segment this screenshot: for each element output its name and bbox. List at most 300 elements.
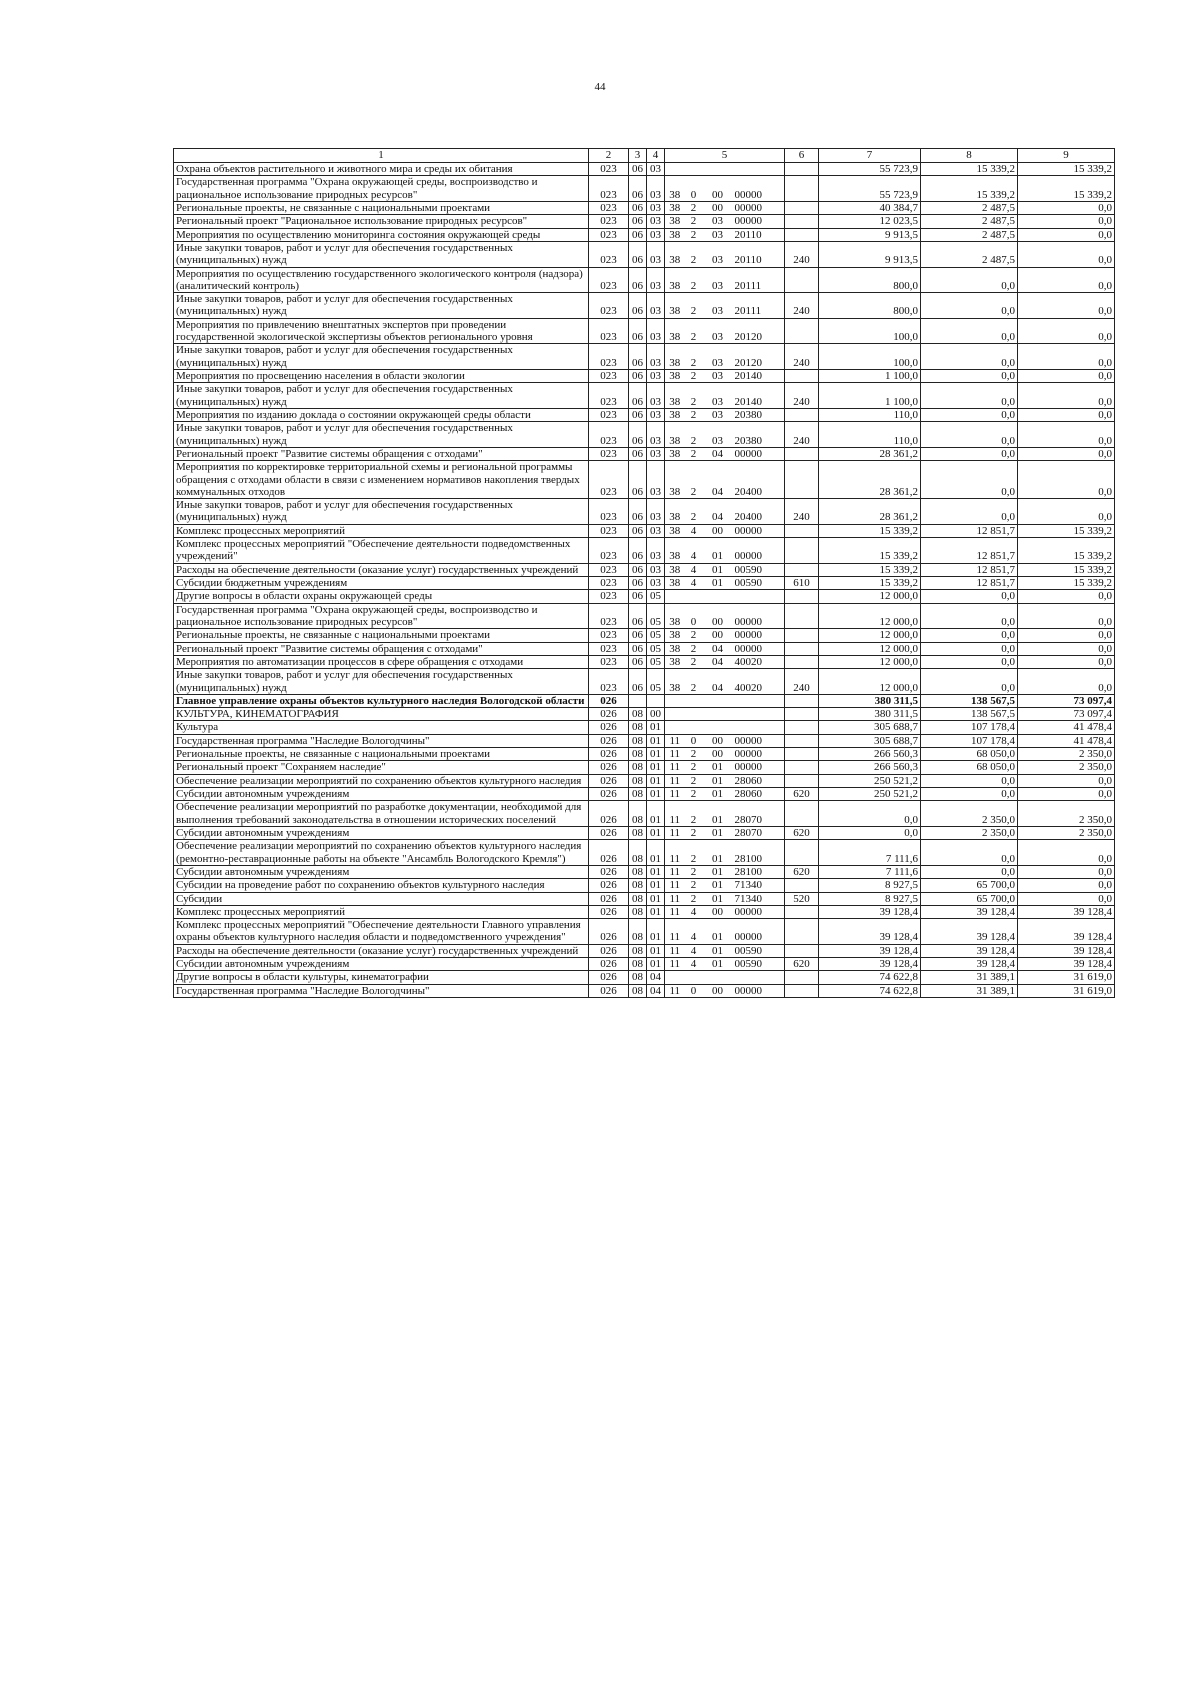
department-code: 023 — [589, 267, 629, 293]
department-code: 023 — [589, 201, 629, 214]
department-code: 023 — [589, 163, 629, 176]
amount-year-1: 266 560,3 — [819, 761, 921, 774]
program-code: 38 — [665, 215, 685, 228]
subsection-code: 01 — [647, 879, 665, 892]
event-code: 03 — [703, 383, 733, 409]
amount-year-3: 0,0 — [1018, 590, 1115, 603]
expense-type-code — [785, 163, 819, 176]
amount-year-1: 40 384,7 — [819, 201, 921, 214]
table-row — [174, 774, 1115, 787]
program-subcode: 2 — [685, 318, 703, 344]
event-code: 03 — [703, 215, 733, 228]
table-row — [174, 655, 1115, 668]
amount-year-2: 0,0 — [921, 318, 1018, 344]
row-name: Комплекс процессных мероприятий "Обеспечение деятельности подведомственных учреждений" — [174, 538, 589, 564]
event-code: 01 — [703, 788, 733, 801]
section-code: 06 — [629, 318, 647, 344]
row-name: Государственная программа "Наследие Вологодчины" — [174, 734, 589, 747]
amount-year-1: 380 311,5 — [819, 694, 921, 707]
event-code: 03 — [703, 293, 733, 319]
program-code: 11 — [665, 984, 685, 997]
amount-year-1: 74 622,8 — [819, 984, 921, 997]
program-subcode: 4 — [685, 563, 703, 576]
amount-year-3: 39 128,4 — [1018, 905, 1115, 918]
program-subcode — [685, 694, 703, 707]
table-row — [174, 944, 1115, 957]
table-row — [174, 344, 1115, 370]
subsection-code: 01 — [647, 919, 665, 945]
department-code: 026 — [589, 840, 629, 866]
amount-year-3: 0,0 — [1018, 408, 1115, 421]
subsection-code: 00 — [647, 708, 665, 721]
department-code: 023 — [589, 383, 629, 409]
department-code: 026 — [589, 694, 629, 707]
section-code: 08 — [629, 865, 647, 878]
row-name: Субсидии — [174, 892, 589, 905]
row-name: КУЛЬТУРА, КИНЕМАТОГРАФИЯ — [174, 708, 589, 721]
amount-year-1: 110,0 — [819, 408, 921, 421]
subsection-code: 04 — [647, 984, 665, 997]
subsection-code: 03 — [647, 499, 665, 525]
amount-year-1: 12 000,0 — [819, 629, 921, 642]
amount-year-1: 266 560,3 — [819, 748, 921, 761]
row-name: Обеспечение реализации мероприятий по сохранению объектов культурного наследия — [174, 774, 589, 787]
expense-type-code: 240 — [785, 422, 819, 448]
department-code: 023 — [589, 215, 629, 228]
program-code: 11 — [665, 774, 685, 787]
amount-year-1: 250 521,2 — [819, 774, 921, 787]
event-code: 03 — [703, 344, 733, 370]
program-subcode: 2 — [685, 801, 703, 827]
department-code: 026 — [589, 919, 629, 945]
amount-year-1: 100,0 — [819, 318, 921, 344]
expense-code: 20380 — [733, 422, 785, 448]
amount-year-1: 28 361,2 — [819, 461, 921, 499]
subsection-code: 05 — [647, 629, 665, 642]
department-code: 026 — [589, 761, 629, 774]
subsection-code: 03 — [647, 318, 665, 344]
table-row — [174, 563, 1115, 576]
department-code: 026 — [589, 905, 629, 918]
section-code: 08 — [629, 761, 647, 774]
table-row — [174, 721, 1115, 734]
row-name: Обеспечение реализации мероприятий по сохранению объектов культурного наследия (ремонтно-реставрационные работы на объекте "Ансамбль Вологодского Кремля") — [174, 840, 589, 866]
table-row — [174, 318, 1115, 344]
section-code: 06 — [629, 383, 647, 409]
event-code: 03 — [703, 241, 733, 267]
subsection-code — [647, 694, 665, 707]
program-subcode: 2 — [685, 447, 703, 460]
amount-year-3: 0,0 — [1018, 293, 1115, 319]
subsection-code: 03 — [647, 163, 665, 176]
amount-year-3: 31 619,0 — [1018, 984, 1115, 997]
amount-year-2: 65 700,0 — [921, 892, 1018, 905]
subsection-code: 05 — [647, 642, 665, 655]
subsection-code: 01 — [647, 801, 665, 827]
amount-year-2: 0,0 — [921, 774, 1018, 787]
row-name: Иные закупки товаров, работ и услуг для обеспечения государственных (муниципальных) нужд — [174, 293, 589, 319]
program-code: 38 — [665, 408, 685, 421]
program-code: 38 — [665, 642, 685, 655]
amount-year-1: 12 023,5 — [819, 215, 921, 228]
section-code: 06 — [629, 201, 647, 214]
amount-year-2: 0,0 — [921, 629, 1018, 642]
expense-code: 00000 — [733, 447, 785, 460]
row-name: Иные закупки товаров, работ и услуг для обеспечения государственных (муниципальных) нужд — [174, 499, 589, 525]
department-code: 023 — [589, 577, 629, 590]
amount-year-1: 15 339,2 — [819, 538, 921, 564]
event-code: 00 — [703, 603, 733, 629]
expense-type-code: 520 — [785, 892, 819, 905]
event-code: 04 — [703, 447, 733, 460]
table-row — [174, 984, 1115, 997]
expense-code: 28060 — [733, 788, 785, 801]
amount-year-3: 0,0 — [1018, 629, 1115, 642]
row-name: Субсидии автономным учреждениям — [174, 958, 589, 971]
subsection-code: 03 — [647, 383, 665, 409]
amount-year-3: 0,0 — [1018, 879, 1115, 892]
department-code: 023 — [589, 629, 629, 642]
subsection-code: 03 — [647, 215, 665, 228]
amount-year-2: 0,0 — [921, 590, 1018, 603]
amount-year-3: 0,0 — [1018, 318, 1115, 344]
department-code: 026 — [589, 826, 629, 839]
expense-code: 20110 — [733, 241, 785, 267]
section-code: 08 — [629, 958, 647, 971]
expense-type-code — [785, 461, 819, 499]
amount-year-2: 0,0 — [921, 370, 1018, 383]
amount-year-1: 1 100,0 — [819, 370, 921, 383]
expense-type-code — [785, 774, 819, 787]
program-code: 11 — [665, 761, 685, 774]
amount-year-2: 138 567,5 — [921, 708, 1018, 721]
amount-year-2: 39 128,4 — [921, 944, 1018, 957]
amount-year-3: 15 339,2 — [1018, 176, 1115, 202]
amount-year-1: 7 111,6 — [819, 840, 921, 866]
event-code: 00 — [703, 176, 733, 202]
row-name: Другие вопросы в области культуры, кинематографии — [174, 971, 589, 984]
event-code: 03 — [703, 318, 733, 344]
amount-year-2: 0,0 — [921, 642, 1018, 655]
expense-type-code — [785, 176, 819, 202]
amount-year-3: 0,0 — [1018, 383, 1115, 409]
section-code — [629, 694, 647, 707]
amount-year-1: 0,0 — [819, 826, 921, 839]
table-row — [174, 267, 1115, 293]
amount-year-2: 0,0 — [921, 865, 1018, 878]
table-row — [174, 708, 1115, 721]
row-name: Субсидии бюджетным учреждениям — [174, 577, 589, 590]
program-subcode: 2 — [685, 865, 703, 878]
table-row — [174, 228, 1115, 241]
program-subcode: 2 — [685, 293, 703, 319]
amount-year-3: 41 478,4 — [1018, 734, 1115, 747]
program-code: 38 — [665, 669, 685, 695]
program-subcode: 2 — [685, 461, 703, 499]
expense-code: 28100 — [733, 865, 785, 878]
amount-year-1: 15 339,2 — [819, 563, 921, 576]
program-code: 11 — [665, 892, 685, 905]
expense-code: 20111 — [733, 267, 785, 293]
subsection-code: 05 — [647, 669, 665, 695]
expense-code: 28070 — [733, 826, 785, 839]
program-code: 38 — [665, 603, 685, 629]
event-code: 00 — [703, 524, 733, 537]
expense-type-code — [785, 642, 819, 655]
amount-year-3: 73 097,4 — [1018, 694, 1115, 707]
section-code: 06 — [629, 642, 647, 655]
row-name: Охрана объектов растительного и животного мира и среды их обитания — [174, 163, 589, 176]
row-name: Государственная программа "Наследие Вологодчины" — [174, 984, 589, 997]
department-code: 023 — [589, 370, 629, 383]
amount-year-1: 12 000,0 — [819, 642, 921, 655]
program-subcode: 2 — [685, 774, 703, 787]
program-code — [665, 590, 685, 603]
event-code: 01 — [703, 826, 733, 839]
section-code: 06 — [629, 422, 647, 448]
expense-type-code — [785, 370, 819, 383]
program-subcode: 2 — [685, 761, 703, 774]
program-subcode: 0 — [685, 734, 703, 747]
department-code: 026 — [589, 721, 629, 734]
event-code — [703, 708, 733, 721]
table-row — [174, 892, 1115, 905]
expense-type-code — [785, 879, 819, 892]
amount-year-2: 31 389,1 — [921, 971, 1018, 984]
expense-type-code: 610 — [785, 577, 819, 590]
subsection-code: 03 — [647, 577, 665, 590]
expense-type-code — [785, 215, 819, 228]
amount-year-1: 39 128,4 — [819, 944, 921, 957]
table-row — [174, 383, 1115, 409]
header-cell: 3 — [629, 149, 647, 163]
expense-code: 00000 — [733, 201, 785, 214]
row-name: Культура — [174, 721, 589, 734]
amount-year-3: 39 128,4 — [1018, 919, 1115, 945]
table-row — [174, 748, 1115, 761]
table-row — [174, 201, 1115, 214]
amount-year-3: 0,0 — [1018, 228, 1115, 241]
amount-year-3: 39 128,4 — [1018, 958, 1115, 971]
table-row — [174, 865, 1115, 878]
amount-year-1: 380 311,5 — [819, 708, 921, 721]
expense-code: 20400 — [733, 499, 785, 525]
amount-year-3: 0,0 — [1018, 774, 1115, 787]
section-code: 08 — [629, 826, 647, 839]
table-row — [174, 958, 1115, 971]
amount-year-2: 0,0 — [921, 408, 1018, 421]
amount-year-2: 31 389,1 — [921, 984, 1018, 997]
department-code: 026 — [589, 944, 629, 957]
department-code: 026 — [589, 879, 629, 892]
section-code: 08 — [629, 892, 647, 905]
event-code: 04 — [703, 642, 733, 655]
subsection-code: 01 — [647, 958, 665, 971]
row-name: Региональный проект "Развитие системы обращения с отходами" — [174, 447, 589, 460]
row-name: Комплекс процессных мероприятий "Обеспечение деятельности Главного управления охраны объектов культурного наследия области и подведомственного учреждения" — [174, 919, 589, 945]
amount-year-1: 8 927,5 — [819, 892, 921, 905]
department-code: 023 — [589, 318, 629, 344]
expense-code: 28100 — [733, 840, 785, 866]
subsection-code: 03 — [647, 293, 665, 319]
expense-code: 20120 — [733, 344, 785, 370]
expense-code: 71340 — [733, 892, 785, 905]
expense-type-code — [785, 734, 819, 747]
amount-year-1: 250 521,2 — [819, 788, 921, 801]
program-code: 38 — [665, 370, 685, 383]
expense-type-code — [785, 971, 819, 984]
amount-year-2: 39 128,4 — [921, 958, 1018, 971]
table-row — [174, 241, 1115, 267]
program-code: 38 — [665, 344, 685, 370]
subsection-code: 01 — [647, 721, 665, 734]
program-code: 11 — [665, 734, 685, 747]
event-code: 01 — [703, 919, 733, 945]
subsection-code: 01 — [647, 734, 665, 747]
amount-year-3: 0,0 — [1018, 370, 1115, 383]
amount-year-3: 0,0 — [1018, 241, 1115, 267]
expense-type-code — [785, 228, 819, 241]
expense-code: 20140 — [733, 383, 785, 409]
event-code: 01 — [703, 801, 733, 827]
event-code: 03 — [703, 267, 733, 293]
amount-year-2: 2 350,0 — [921, 801, 1018, 827]
table-row — [174, 879, 1115, 892]
amount-year-1: 39 128,4 — [819, 919, 921, 945]
expense-code: 00000 — [733, 629, 785, 642]
amount-year-2: 39 128,4 — [921, 919, 1018, 945]
expense-code: 00000 — [733, 642, 785, 655]
department-code: 023 — [589, 538, 629, 564]
department-code: 023 — [589, 293, 629, 319]
program-subcode: 2 — [685, 826, 703, 839]
table-row — [174, 370, 1115, 383]
program-subcode: 2 — [685, 383, 703, 409]
amount-year-1: 7 111,6 — [819, 865, 921, 878]
event-code: 01 — [703, 563, 733, 576]
program-subcode: 2 — [685, 344, 703, 370]
table-row — [174, 761, 1115, 774]
table-row — [174, 642, 1115, 655]
program-subcode: 2 — [685, 422, 703, 448]
amount-year-2: 2 350,0 — [921, 826, 1018, 839]
row-name: Расходы на обеспечение деятельности (оказание услуг) государственных учреждений — [174, 563, 589, 576]
section-code: 08 — [629, 774, 647, 787]
program-code: 38 — [665, 461, 685, 499]
program-code: 38 — [665, 241, 685, 267]
expense-code: 20380 — [733, 408, 785, 421]
amount-year-2: 65 700,0 — [921, 879, 1018, 892]
program-subcode: 4 — [685, 577, 703, 590]
subsection-code: 01 — [647, 788, 665, 801]
table-row — [174, 590, 1115, 603]
event-code: 01 — [703, 879, 733, 892]
subsection-code: 05 — [647, 603, 665, 629]
table-body — [174, 163, 1115, 998]
department-code: 026 — [589, 788, 629, 801]
row-name: Региональный проект "Рациональное использование природных ресурсов" — [174, 215, 589, 228]
amount-year-3: 0,0 — [1018, 422, 1115, 448]
amount-year-2: 12 851,7 — [921, 538, 1018, 564]
program-code: 11 — [665, 958, 685, 971]
program-subcode: 2 — [685, 201, 703, 214]
section-code: 06 — [629, 563, 647, 576]
subsection-code: 01 — [647, 892, 665, 905]
amount-year-1: 12 000,0 — [819, 669, 921, 695]
program-code — [665, 721, 685, 734]
expense-code — [733, 163, 785, 176]
amount-year-1: 305 688,7 — [819, 721, 921, 734]
event-code: 03 — [703, 408, 733, 421]
expense-code: 20110 — [733, 228, 785, 241]
amount-year-1: 100,0 — [819, 344, 921, 370]
expense-code: 00000 — [733, 748, 785, 761]
section-code: 06 — [629, 176, 647, 202]
program-code: 38 — [665, 538, 685, 564]
program-subcode — [685, 163, 703, 176]
expense-code: 20140 — [733, 370, 785, 383]
department-code: 023 — [589, 176, 629, 202]
amount-year-1: 12 000,0 — [819, 655, 921, 668]
amount-year-3: 0,0 — [1018, 892, 1115, 905]
program-code: 38 — [665, 176, 685, 202]
expense-code: 20120 — [733, 318, 785, 344]
program-subcode: 2 — [685, 215, 703, 228]
amount-year-2: 2 487,5 — [921, 215, 1018, 228]
program-subcode: 2 — [685, 892, 703, 905]
amount-year-2: 0,0 — [921, 422, 1018, 448]
expense-type-code: 620 — [785, 826, 819, 839]
header-cell: 5 — [665, 149, 785, 163]
program-code — [665, 708, 685, 721]
section-code: 06 — [629, 408, 647, 421]
section-code: 06 — [629, 603, 647, 629]
section-code: 08 — [629, 944, 647, 957]
table-row — [174, 293, 1115, 319]
department-code: 023 — [589, 590, 629, 603]
amount-year-2: 0,0 — [921, 293, 1018, 319]
amount-year-1: 800,0 — [819, 267, 921, 293]
table-row — [174, 538, 1115, 564]
event-code — [703, 971, 733, 984]
amount-year-2: 12 851,7 — [921, 563, 1018, 576]
table-row — [174, 734, 1115, 747]
table-header-row — [174, 149, 1115, 163]
amount-year-3: 0,0 — [1018, 603, 1115, 629]
program-code: 38 — [665, 629, 685, 642]
event-code — [703, 694, 733, 707]
subsection-code: 03 — [647, 201, 665, 214]
expense-type-code — [785, 447, 819, 460]
header-cell: 2 — [589, 149, 629, 163]
expense-type-code — [785, 721, 819, 734]
table-row — [174, 840, 1115, 866]
department-code: 023 — [589, 603, 629, 629]
program-subcode: 2 — [685, 267, 703, 293]
section-code: 08 — [629, 734, 647, 747]
subsection-code: 03 — [647, 408, 665, 421]
department-code: 023 — [589, 447, 629, 460]
amount-year-1: 12 000,0 — [819, 590, 921, 603]
program-subcode — [685, 721, 703, 734]
header-cell: 9 — [1018, 149, 1115, 163]
program-code — [665, 694, 685, 707]
table-row — [174, 408, 1115, 421]
amount-year-2: 2 487,5 — [921, 228, 1018, 241]
event-code: 01 — [703, 944, 733, 957]
amount-year-2: 12 851,7 — [921, 524, 1018, 537]
amount-year-1: 28 361,2 — [819, 499, 921, 525]
